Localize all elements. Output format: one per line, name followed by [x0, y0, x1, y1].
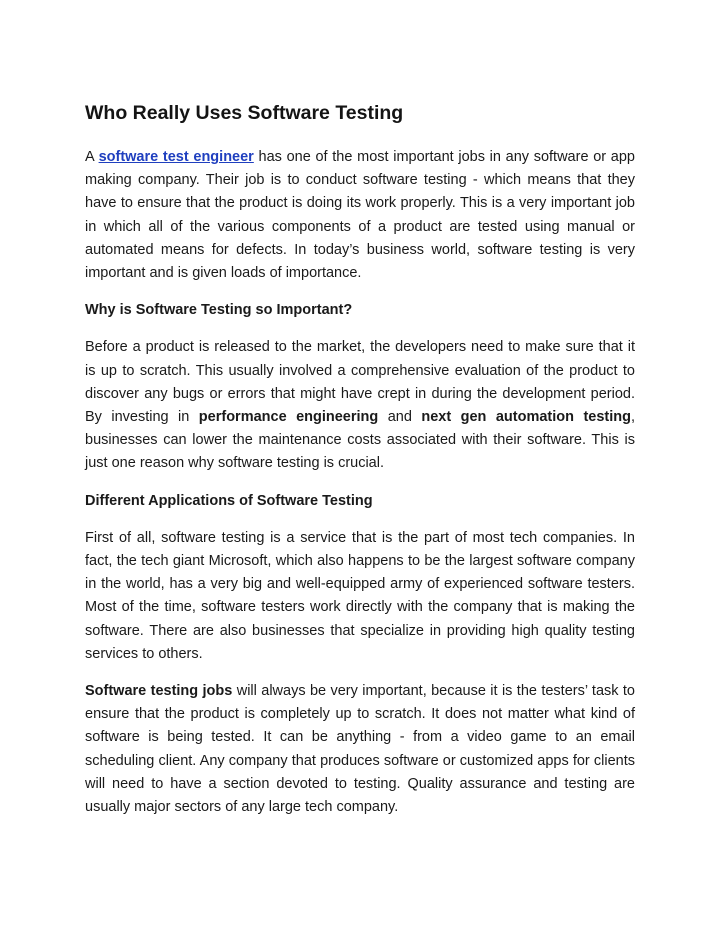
applications-paragraph-2 [85, 680, 635, 819]
page-title: Who Really Uses Software Testing [85, 102, 404, 124]
section-heading-importance: Why is Software Testing so Important? [85, 302, 353, 319]
automation-testing-bold: next gen automation testing [421, 409, 631, 426]
importance-paragraph [85, 336, 635, 475]
performance-engineering-bold: performance engineering [198, 409, 379, 426]
section-heading-applications: Different Applications of Software Testing [85, 492, 373, 509]
software-testing-jobs-bold: Software testing jobs [85, 683, 233, 700]
document-page [85, 100, 635, 833]
applications-text-2: will always be very important, because it is the testers’ task to ensure that the product is completely up to scratch. It does not matter what kind of software is being tested. It can be anything - from a video game to an email scheduling client. Any company that produces software or customized apps for clients will need to have a section devoted to testing. Quality assurance and testing are usually major sectors of any large tech company. [85, 683, 635, 816]
intro-text: has one of the most important jobs in any software or app making company. Their job is to conduct software testing - which means that they have to ensure that the product is doing its work properly. This is a very important job in which all of the various components of a product are tested using manual or automated means for defects. In today’s business world, software testing is very important and is given loads of importance. [85, 149, 635, 282]
importance-text-2: and [378, 409, 422, 426]
software-test-engineer-link[interactable]: software test engineer [98, 149, 254, 165]
importance-text-3: , businesses can lower the maintenance costs associated with their software. This is just one reason why software testing is crucial. [85, 409, 635, 472]
importance-text-1: Before a product is released to the market, the developers need to make sure that it is up to scratch. This usually involved a comprehensive evaluation of the product to discover any bugs or errors that might have crept in during the development period. By investing in [85, 339, 635, 426]
applications-paragraph-1: First of all, software testing is a service that is the part of most tech companies. In fact, the tech giant Microsoft, which also happens to be the largest software company in the world, has a very big and well-equipped army of experienced software testers. Most of the time, software testers work directly with the company that is making the software. There are also businesses that specialize in providing high quality testing services to others. [85, 529, 635, 662]
intro-paragraph [85, 146, 635, 285]
intro-prefix: A [85, 149, 99, 165]
